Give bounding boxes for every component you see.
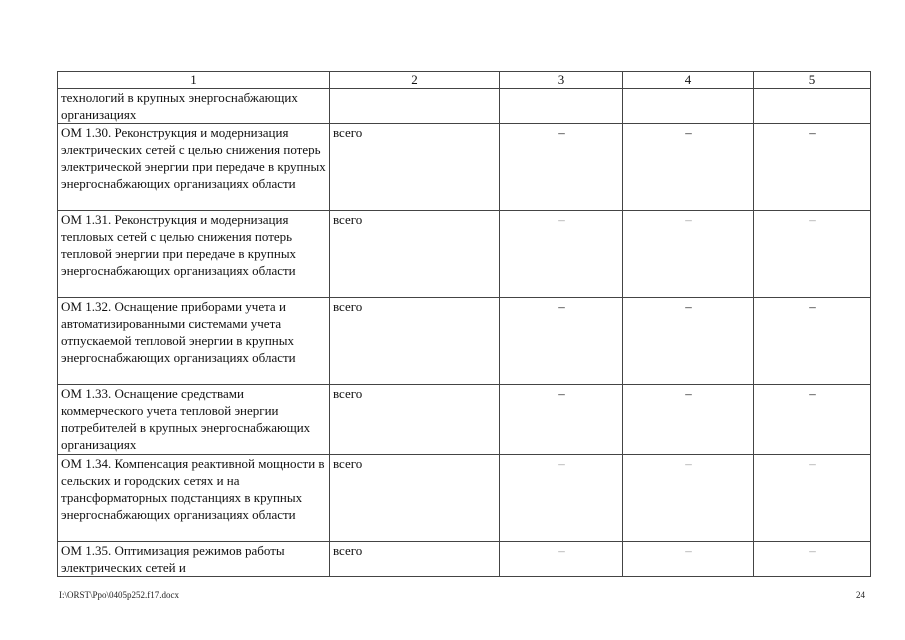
- table-row: [58, 89, 871, 124]
- value-cell-5: –: [754, 211, 871, 298]
- value-cell-4: [623, 89, 754, 124]
- value-cell-4: –: [623, 211, 754, 298]
- value-cell-5: –: [754, 124, 871, 211]
- value-cell-5: [754, 89, 871, 124]
- value-cell-5: –: [754, 298, 871, 385]
- value-cell-3: –: [500, 455, 623, 542]
- table-row: [58, 455, 871, 542]
- funding-type-cell: всего: [330, 298, 500, 385]
- measure-name-cell: ОМ 1.31. Реконструкция и модернизация тепловых сетей с целью снижения потерь тепловой энергии при передаче в крупных энергоснабжающих организациях области: [58, 211, 330, 298]
- data-table: [57, 71, 871, 577]
- value-cell-3: –: [500, 542, 623, 577]
- value-cell-5: –: [754, 455, 871, 542]
- column-number-2: 2: [330, 72, 500, 89]
- footer-file-path: I:\ORST\Ppo\0405p252.f17.docx: [59, 590, 180, 600]
- column-number-5: 5: [754, 72, 871, 89]
- footer-page-number: 24: [856, 590, 865, 600]
- funding-type-cell: [330, 89, 500, 124]
- column-number-3: 3: [500, 72, 623, 89]
- value-cell-5: –: [754, 542, 871, 577]
- table-row: [58, 124, 871, 211]
- funding-type-cell: всего: [330, 124, 500, 211]
- value-cell-4: –: [623, 124, 754, 211]
- value-cell-4: –: [623, 385, 754, 455]
- value-cell-3: –: [500, 298, 623, 385]
- column-number-4: 4: [623, 72, 754, 89]
- table-row: [58, 298, 871, 385]
- table-row: [58, 211, 871, 298]
- value-cell-4: –: [623, 455, 754, 542]
- value-cell-3: –: [500, 124, 623, 211]
- measure-name-cell: ОМ 1.32. Оснащение приборами учета и автоматизированными системами учета отпускаемой тепловой энергии в крупных энергоснабжающих организациях области: [58, 298, 330, 385]
- funding-type-cell: всего: [330, 542, 500, 577]
- value-cell-3: –: [500, 211, 623, 298]
- measure-name-cell: технологий в крупных энергоснабжающих организациях: [58, 89, 330, 124]
- value-cell-4: –: [623, 298, 754, 385]
- column-number-1: 1: [58, 72, 330, 89]
- value-cell-5: –: [754, 385, 871, 455]
- measure-name-cell: ОМ 1.34. Компенсация реактивной мощности в сельских и городских сетях и на трансформаторных подстанциях в крупных энергоснабжающих организациях области: [58, 455, 330, 542]
- value-cell-4: –: [623, 542, 754, 577]
- funding-type-cell: всего: [330, 385, 500, 455]
- table-row: [58, 542, 871, 577]
- value-cell-3: [500, 89, 623, 124]
- funding-type-cell: всего: [330, 455, 500, 542]
- value-cell-3: –: [500, 385, 623, 455]
- measure-name-cell: ОМ 1.35. Оптимизация режимов работы электрических сетей и: [58, 542, 330, 577]
- measure-name-cell: ОМ 1.30. Реконструкция и модернизация электрических сетей с целью снижения потерь электрической энергии при передаче в крупных энергоснабжающих организациях области: [58, 124, 330, 211]
- table-row: [58, 385, 871, 455]
- measure-name-cell: ОМ 1.33. Оснащение средствами коммерческого учета тепловой энергии потребителей в крупных энергоснабжающих организациях: [58, 385, 330, 455]
- table-header-row: [58, 72, 871, 89]
- funding-type-cell: всего: [330, 211, 500, 298]
